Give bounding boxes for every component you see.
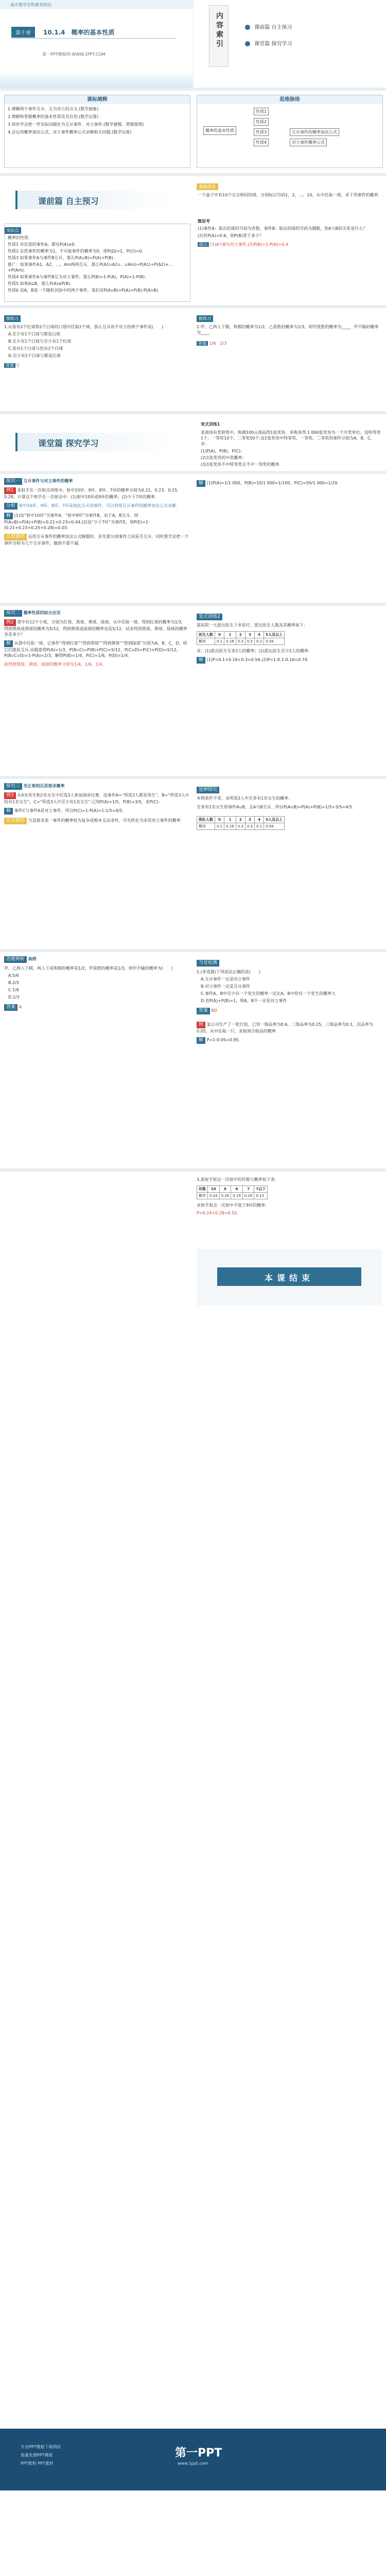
slide-final [0,1172,386,2490]
brand-small: 高中数学学科素养知识 [10,3,51,7]
preview-line-8: 性质6 设A，B是一个随机试验中的两个事件，我们有P(A∪B)=P(A)+P(B)-P(A∩B). [8,288,160,293]
mindmap-node-1: 性质1 [254,108,269,115]
cover-left [0,0,193,88]
practice2-answer-row [197,335,382,346]
table-example-answer-label: 解 [197,657,205,664]
preview-right [197,180,382,302]
objectives-right [197,95,383,168]
explore1-example-row [4,485,189,500]
table-example-q: 求：(1)派出医生至多2人的概率；(2)派出医生至少2人的概率. [197,649,310,653]
summary-option-b: B.2/5 [8,980,19,985]
explore1-reflection: 运用互斥事件的概率加法公式解题时，首先要分清事件之间是否互斥，同时要学会把一个事件分拆为几个互斥事件，做到不重不漏. [4,534,189,546]
table-cell: 0.16 [242,1193,254,1199]
exercise-answer-label: 答案 [197,1008,210,1014]
summary-option-a: A.5/6 [8,973,19,978]
toc-item-1[interactable] [245,23,292,30]
explore3-example-label: 例3 [4,792,16,799]
preview-line-4: 性质3 如果事件A与事件B互斥，那么P(A∪B)=P(A)+P(B). [8,256,115,260]
explore2-example-row [4,617,189,637]
final-table-answer: P=0.24+0.28=0.52. [197,1211,238,1215]
explore3-reflection: 当直接求某一事件的概率较为复杂或根本无法求时，可先转化为求其对立事件的概率. [28,818,182,823]
exercise2-answer: P=1-0.05=0.95. [206,1038,240,1042]
preview-line-2: 性质1 对任意的事件A，都有P(A)≥0. [8,242,76,247]
toc-right [193,0,386,88]
footer-line-3: PPT教程 PPT素材 [21,2461,54,2466]
selfcheck-answer-label: 答案 [4,363,15,368]
shooting-table-row [197,1193,268,1199]
summary-option-c: C.1/6 [8,988,20,992]
preview-right-text: 一个盒子中有10个完全相同的球，分别标以号码1，2，…，10，从中任取一球，求下列事件的概率. [198,193,380,197]
doctor-table-row [197,638,285,645]
queue-table [197,816,285,830]
exercise-item-1: 1.(多选题)下列说法正确的是( ) [197,970,261,974]
table-cell: 0.1 [215,823,224,830]
explore3-example-row [4,790,189,805]
footer-line-2: 海量免费PPT模板 [21,2453,53,2458]
table-cell: 0.16 [224,823,236,830]
explore1-example: 某射手在一次射击训练中，射中10环、9环、8环、7环的概率分别为0.21，0.23，0.25，0.28，计算这个射手在一次射击中：(1)射中10环或9环的概率；(2)少于7环的概率. [4,488,182,499]
toc-bullet-2-icon [245,41,250,46]
table-cell: 9 [219,1186,231,1193]
explore2-example-label: 例2 [4,619,16,626]
practice2-answer: 1/6 2/3 [209,341,227,346]
footer-brand [0,2429,386,2490]
table-cell: 排队人数 [197,817,215,823]
explore2-answer: 故得到黑球、黄球、绿球的概率分别为1/4，1/6，1/4. [4,662,104,667]
table-cell: 0.24 [208,1193,220,1199]
mindmap-node-5: 互斥事件的概率加法公式 [290,128,339,136]
explore1-right-answer: (1)P(A)=1/1 000，P(B)=10/1 000=1/100，P(C)=50/1 000=1/20. [206,481,339,485]
table-cell: 3 [245,632,254,638]
summary-title: 典例 [28,957,37,961]
slide-section1 [0,176,386,305]
table-cell: 概率 [197,1193,208,1199]
warmup-title: 微思考 [198,219,210,224]
footer-line-1: 专业PPT模板下载网站 [21,2445,61,2449]
warmup-q2: (2)若P(A)=0.6，则P(B)等于多少？ [198,233,264,238]
explore3-reflection-row [4,815,189,824]
table-cell: 0.04 [264,823,285,830]
explore2-solution-label: 解 [4,640,13,647]
section1-banner [15,191,172,209]
table-cell: 0.3 [236,823,245,830]
section2-right-item-2: (2)1张奖券的中奖概率； [201,455,247,460]
table-cell: 1 [224,817,236,823]
selfcheck-option-c: C.恰有1个白球与恰有2个白球 [8,346,63,351]
table-cell: 概率 [197,638,215,645]
section2-banner [15,433,172,451]
toc-item-1-label: 课前篇 自主预习 [254,25,292,30]
selfcheck-option-a: A.至少有1个白球与都是白球 [8,332,60,336]
mindmap-node-4: 性质4 [254,139,269,146]
mindmap-node-3: 性质3 [254,128,269,136]
slide-explore2 [0,606,386,776]
end-text: 本课结束 [264,1273,314,1283]
table-cell: 3 [245,817,254,823]
shooting-table-header [197,1186,268,1193]
table-cell: 7以下 [254,1186,268,1193]
exercise-item-2: A.互斥事件一定是对立事件 [201,977,250,981]
doctor-table [197,631,285,645]
explore3-heading [4,783,189,790]
final-table-q: 求射手射击一次射中不低于9环的概率. [197,1203,267,1208]
toc-title-box [209,5,229,67]
objective-2: 2.理解和掌握概率的基本性质及其应用.(数学运算) [8,114,99,119]
objective-1: 1.理解两个事件互斥、互为对立的含义.(数学抽象) [8,107,99,111]
explore3-example: 从4名男生和2名女生中任选3人参加演讲比赛，设事件A=“所选3人都是男生”，B=“所选3人中恰有1名女生”，C=“所选3人中至少有1名女生”.已知P(A)=1/5，P(B)=3/5，求P(C). [4,793,189,804]
section2-right-item-3: (3)1张奖券不中特等奖且不中一等奖的概率. [201,462,280,467]
table-cell: 4 [255,817,264,823]
end-banner [217,1267,361,1286]
practice2-right [197,312,382,407]
slide-cover [0,0,386,88]
selfcheck-left [4,312,189,407]
objective-3: 3.初步学会把一些实际问题化为互斥事件、对立事件.(数学建模、逻辑推理) [8,122,144,127]
explore1-right-answer-row [197,478,382,487]
section2-right-item-1: (1)P(A)，P(B)，P(C)； [201,449,245,453]
selfcheck-question: 1.从装有2个红球和2个白球的口袋内任取2个球，那么互斥而不对立的两个事件是( ) [4,325,164,329]
final-table-box [197,1177,382,1239]
section1-left [0,176,193,223]
explore1-title: 互斥事件与对立事件的概率 [23,479,73,483]
footer-logo: 第一PPT [175,2447,222,2460]
preview-line-1: 概率的性质. [8,235,30,240]
preview-line-3: 性质2 必然事件的概率为1，不可能事件的概率为0，即P(Ω)=1，P(∅)=0. [8,249,144,253]
summary-option-d: D.1/3 [8,995,20,999]
explore3-tag: 探究三 [4,783,22,790]
extension-label: 延伸探究 [197,787,219,793]
section1-title: 课前篇 自主预习 [38,196,99,206]
table-cell: 0 [215,632,224,638]
table-cell: 0.1 [215,638,224,645]
table-cell: 0.1 [255,823,264,830]
slide-selfcheck [0,308,386,411]
exercise2-row [197,1014,382,1034]
slide-section2 [0,414,386,471]
preview-box [4,224,190,302]
preview-heading: 激趣诱思 [197,183,218,190]
explore3-solution-label: 解 [4,808,13,815]
explore1-solution-row [4,510,189,531]
selfcheck-option-b: B.至少有1个白球与至少有1个红球 [8,339,72,344]
explore1-left [4,478,189,600]
explore2-tag: 探究二 [4,610,22,617]
table-cell: 1 [224,632,236,638]
slide-explore1 [0,474,386,603]
table-cell: 0.3 [236,638,245,645]
table-cell: 医生人数 [197,632,215,638]
chapter-tag: 第十章 [11,27,35,38]
practice2-label: 微练习 [197,315,213,322]
warmup-q1: (1)事件A：取出的球的号码为奇数，事件B：取出的球的号码为偶数，则A与B的关系是什么？ [198,226,367,231]
slide-explore3 [0,779,386,949]
explore2-solution: 从袋中任取一球，记事件“得到红球”“得到黑球”“得到黄球”“得到绿球”分别为A，B，C，D，则它们彼此互斥.由题意得P(A)=1/3，P(B∪C)=P(B)+P(C)=5/12，P(C∪D)=P(C)+P(D)=5/12，P(B∪C∪D)=1-P(A)=2/3，解得P(B)=1/4，P(C)=1/6，P(D)=1/4. [4,641,187,658]
exercise2-label: 例 [197,1022,205,1028]
table-cell: 0.28 [219,1193,231,1199]
explore3-solution: 事件C与事件A是对立事件，所以P(C)=1-P(A)=1-1/5=4/5. [14,808,124,813]
table-cell: 2 [236,632,245,638]
explore1-solution: (1)设“射中10环”为事件A，“射中9环”为事件B，由于A，B互斥，则P(A∪B)=P(A)+P(B)=0.21+0.23=0.44.(2)设“少于7环”为事件E，则P(E)=1-(0.21+0.23+0.25+0.28)=0.03. [4,513,150,530]
exercise-answer-row [197,1004,382,1014]
table-cell: 0 [215,817,224,823]
exercise2-answer-label: 解 [197,1037,205,1044]
objectives-left [4,95,190,168]
table-cell: 0.16 [224,638,236,645]
explore2-solution-row [4,637,189,658]
extension-answer: 至多有1名女生即事件A∪B，且A与B互斥，所以P(A∪B)=P(A)+P(B)=1/5+3/5=4/5. [197,805,354,809]
practice2-question: 2.甲、乙两人下棋，和棋的概率为1/2，乙获胜的概率为1/3，则甲获胜的概率为____，甲不输的概率为____. [197,325,379,335]
selfcheck-answer: C [16,363,20,368]
explore1-right-answer-label: 解 [197,480,205,487]
explore2-title: 概率性质的综合应用 [23,611,61,615]
table-example-intro: 某医院一天派出医生下乡医疗，派出医生人数及其概率如下： [197,623,308,628]
shooting-table [197,1185,268,1199]
summary-q: 甲、乙两人下棋，两人下成和棋的概率是1/2，甲获胜的概率是1/3，则甲不输的概率为( ) [4,966,173,971]
explore1-reflection-row [4,531,189,546]
table-example-answer-row [197,654,382,664]
section-title: 10.1.4 概率的基本性质 [43,29,115,36]
toc-bullet-1-icon [245,25,250,30]
summary-answer-label: 答案 [4,1004,17,1011]
summary-label: 思维辨析 [4,956,27,963]
explore1-right [197,478,382,600]
table-cell: 0.13 [254,1193,268,1199]
explore1-solution-label: 解 [4,513,13,519]
queue-table-header [197,817,285,823]
table-cell: 7 [242,1186,254,1193]
table-cell: 10 [208,1186,220,1193]
explore1-thinking: 射中10环、9环、8环、7环是彼此互斥的事件，可以利用互斥事件的概率加法公式求解. [19,503,178,508]
table-cell: 5人及以上 [264,632,285,638]
explore3-reflection-label: 反思感悟 [4,818,27,824]
summary-heading [4,956,189,963]
mindmap-node-2: 性质2 [254,118,269,126]
table-cell: 0.3 [245,823,254,830]
toc-item-2-label: 课堂篇 探究学习 [254,41,292,47]
explore1-reflection-label: 反思感悟 [4,534,27,540]
explore1-example-label: 例1 [4,487,16,494]
selfcheck-label: 微练习 [4,315,21,322]
preview-line-6: 性质4 如果事件A与事件B互为对立事件，那么P(B)=1-P(A)，P(A)=1-P(B). [8,275,146,279]
extension-right [197,783,382,946]
objectives-right-title: 思维脉络 [197,95,382,104]
table-example-answer: (1)P=0.1+0.16+0.3=0.56.(2)P=1-0.1-0.16=0.74. [206,657,309,662]
final-table-title: 3.某射手射击一次射中的环数与概率如下表： [197,1177,279,1182]
table-cell: 2 [236,817,245,823]
section2-title: 课堂篇 探究学习 [38,438,99,448]
selfcheck-option-d: D.至少有1个白球与都是红球 [8,353,61,358]
table-cell: 4 [255,632,264,638]
doctor-table-header [197,632,285,638]
slide-objectives [0,91,386,173]
table-cell: 5人及以上 [264,817,285,823]
explore3-left [4,783,189,946]
summary-left [4,956,189,1164]
objectives-left-title: 课标阐释 [5,95,190,104]
mindmap-root: 概率的基本性质 [203,126,236,135]
preview-line-5: 推广：如果事件A1，A2，…，Am两两互斥，那么P(A1∪A2∪…∪Am)=P(A1)+P(A2)+…+P(Am). [8,262,173,273]
section2-right-q: 某商场有奖销售中，购满100元商品得1张奖券，多购多得.1 000张奖券为一个开奖单位，设特等奖1个，一等奖10个，二等奖50个.设1张奖券中特等奖、一等奖、二等奖的事件分别为A，B，C，求： [201,430,381,446]
explore2-left [4,610,189,773]
explore2-heading [4,610,189,617]
explore1-heading [4,478,189,485]
warmup-answer-label: 提示 [198,242,209,247]
toc-title: 内容索引 [215,12,223,49]
explore3-title: 用正难则反思想求概率 [23,784,65,788]
website-text: 第一PPT模板网-WWW.1PPT.COM [42,52,106,57]
table-cell: 0.04 [264,638,285,645]
end-box [197,1249,382,1306]
table-example-label: 变式训练2 [197,614,222,620]
table-example [197,610,382,773]
warmup-answer-row [197,239,382,247]
explore2-example: 袋中有12个小球，分别为红球、黑球、黄球、绿球，从中任取一球，得到红球的概率为1/3，得到黑球或黄球的概率为5/12，得到黄球或绿球的概率也是5/12，试求得到黑球、黄球、绿球的概率各是多少？ [4,620,187,637]
exercise-right [197,956,382,1164]
explore1-thinking-label: 分析 [4,503,17,510]
preview-label: 知识点 [5,227,21,234]
explore3-solution-row [4,805,189,815]
slide-summary [0,952,386,1168]
exercise-title: 当堂检测 [197,960,219,967]
table-cell: 8 [231,1186,243,1193]
explore1-tag: 探究一 [4,478,22,485]
objective-4: 4.会运用概率加法公式、对立事件概率公式求解相关问题.(数学运算) [8,130,132,134]
table-cell: 概率 [197,823,215,830]
warmup-answer: (1)A与B为对立事件.(2)P(B)=1-P(A)=0.4. [210,242,290,247]
exercise-answer: BD [211,1008,218,1013]
practice2-answer-label: 答案 [197,341,208,346]
table-cell: 环数 [197,1186,208,1193]
table-cell: 0.2 [245,638,254,645]
exercise-item-5: D.若P(A)+P(B)=1，则A，B不一定是对立事件 [201,998,287,1003]
exercise-item-4: C.事件A，B中至少有一个发生的概率一定比A，B中恰有一个发生的概率大 [201,991,336,996]
exercise2-q: 某公司生产了一批灯泡，已知一级品率为0.6，二级品率为0.25，三级品率为0.1，次品率为0.05，从中任取一只，求取到合格品的概率. [197,1022,373,1033]
extension-q: 本例条件不变，求所选3人中至多有1名女生的概率. [197,796,290,801]
mindmap-node-6: 对立事件概率公式 [290,139,327,146]
cover-wave [0,72,193,88]
cover-underline [11,38,176,39]
summary-answer-row [4,1000,189,1011]
preview-line-7: 性质5 如果A⊆B，那么P(A)≤P(B). [8,281,72,286]
queue-table-row [197,823,285,830]
selfcheck-answer-row [4,359,189,368]
summary-answer: A [19,1005,22,1009]
toc-item-2[interactable] [245,39,292,47]
table-cell: 0.19 [231,1193,243,1199]
section2-right-text: 变式训练1 [201,422,220,427]
footer-sub: www.1ppt.com [178,2461,208,2466]
exercise-item-3: B.对立事件一定是互斥事件 [201,984,251,989]
explore1-thinking-row [4,500,189,510]
exercise2-answer-row [197,1034,382,1044]
table-cell: 0.2 [255,638,264,645]
